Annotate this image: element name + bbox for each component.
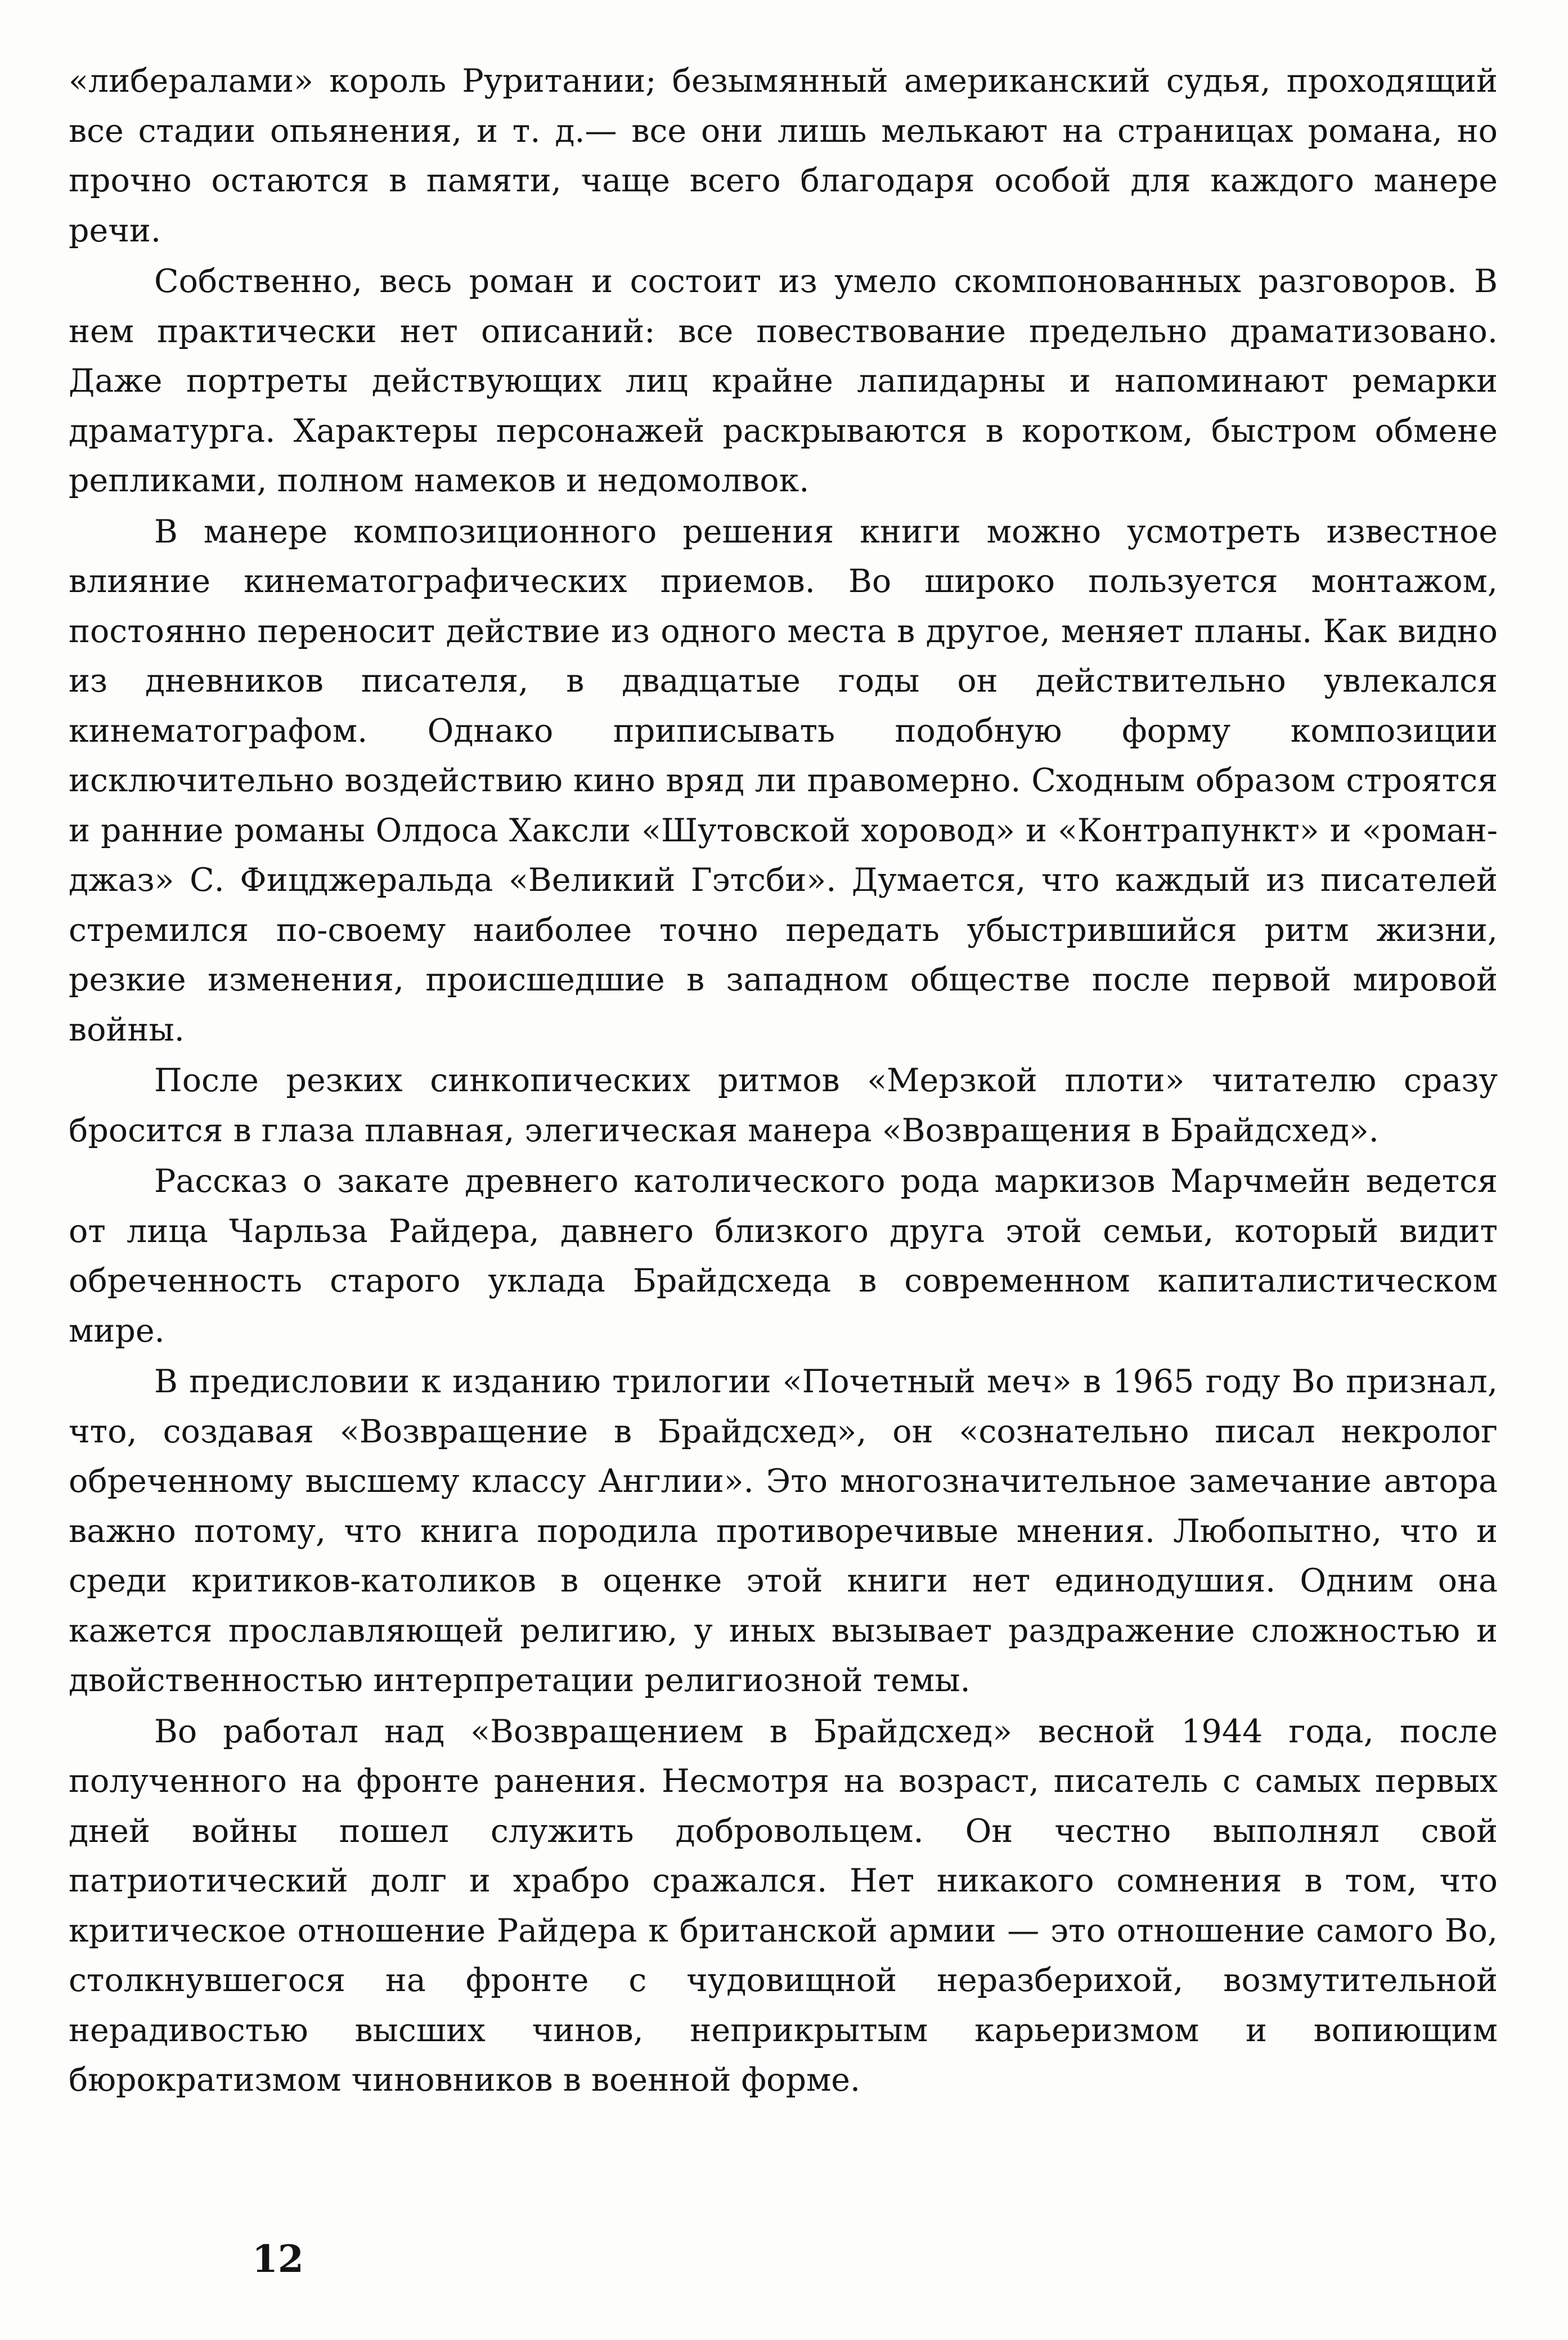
paragraph-4: После резких синкопических ритмов «Мерзкой плоти» читателю сразу бросится в глаза плавная, элегическая манера «Возвращения в Брайдсхед». <box>69 1062 1498 1149</box>
paragraph-6: В предисловии к изданию трилогии «Почетный меч» в 1965 году Во признал, что, создавая «Возвращение в Брайдсхед», он «сознательно писал некролог обреченному высшему классу Англии». Это многозначительное замечание автора важно потому, что книга породила противоречивые мнения. Любопытно, что и среди критиков-католиков в оценке этой книги нет единодушия. Одним она кажется прославляющей религию, у иных вызывает раздражение сложностью и двойственностью интерпретации религиозной темы. <box>69 1363 1498 1699</box>
paragraph-7: Во работал над «Возвращением в Брайдсхед» весной 1944 года, после полученного на фронте ранения. Несмотря на возраст, писатель с самых первых дней войны пошел служить добровольцем. Он честно выполнял свой патриотический долг и храбро сражался. Нет никакого сомнения в том, что критическое отношение Райдера к британской армии — это отношение самого Во, столкнувшегося на фронте с чудовищной неразберихой, возмутительной нерадивостью высших чинов, неприкрытым карьеризмом и вопиющим бюрократизмом чиновников в военной форме. <box>69 1713 1498 2099</box>
paragraph-1: «либералами» король Руритании; безымянный американский судья, проходящий все стадии опьянения, и т. д.— все они лишь мелькают на страницах романа, но прочно остаются в памяти, чаще всего благодаря особой для каждого манере речи. <box>69 62 1498 249</box>
paragraph-3: В манере композиционного решения книги можно усмотреть известное влияние кинематографических приемов. Во широко пользуется монтажом, постоянно переносит действие из одного места в другое, меняет планы. Как видно из дневников писателя, в двадцатые годы он действительно увлекался кинематографом. Однако приписывать подобную форму композиции исключительно воздействию кино вряд ли правомерно. Сходным образом строятся и ранние романы Олдоса Хаксли «Шутовской хоровод» и «Контрапункт» и «роман-джаз» С. Фицджеральда «Великий Гэтсби». Думается, что каждый из писателей стремился по-своему наиболее точно передать убыстрившийся ритм жизни, резкие изменения, происшедшие в западном обществе после первой мировой войны. <box>69 513 1498 1048</box>
body-text <box>69 56 1498 2105</box>
page-number: 12 <box>252 2237 304 2281</box>
paragraph-5: Рассказ о закате древнего католического рода маркизов Марчмейн ведется от лица Чарльза Райдера, давнего близкого друга этой семьи, который видит обреченность старого уклада Брайдсхеда в современном капиталистическом мире. <box>69 1163 1498 1350</box>
paragraph-2: Собственно, весь роман и состоит из умело скомпонованных разговоров. В нем практически нет описаний: все повествование предельно драматизовано. Даже портреты действующих лиц крайне лапидарны и напоминают ремарки драматурга. Характеры персонажей раскрываются в коротком, быстром обмене репликами, полном намеков и недомолвок. <box>69 263 1498 499</box>
